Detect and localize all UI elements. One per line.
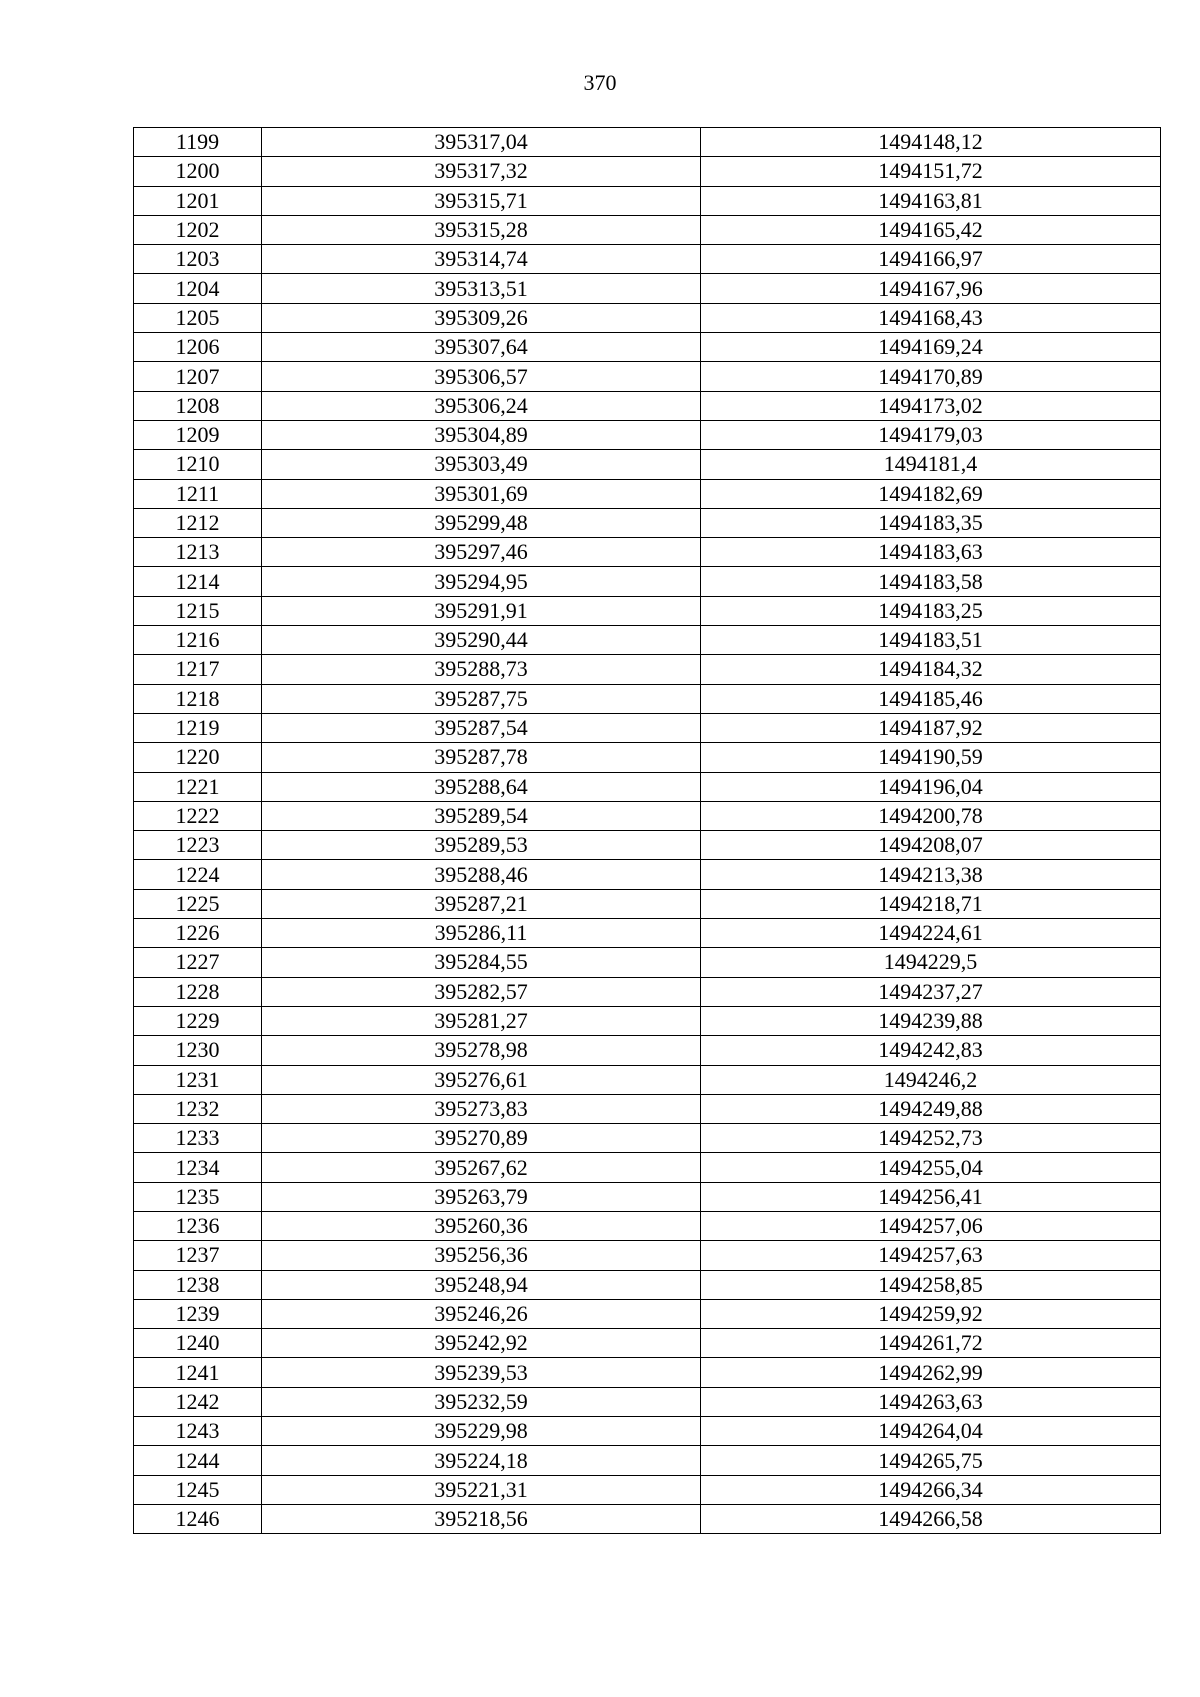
table-row bbox=[134, 743, 1161, 772]
x-coordinate-cell: 395260,36 bbox=[262, 1211, 701, 1240]
x-coordinate-cell: 395286,11 bbox=[262, 919, 701, 948]
point-number-cell: 1221 bbox=[134, 772, 262, 801]
y-coordinate-cell: 1494261,72 bbox=[701, 1329, 1161, 1358]
y-coordinate-cell: 1494224,61 bbox=[701, 919, 1161, 948]
x-coordinate-cell: 395291,91 bbox=[262, 596, 701, 625]
table-row bbox=[134, 1065, 1161, 1094]
table-row bbox=[134, 362, 1161, 391]
y-coordinate-cell: 1494266,58 bbox=[701, 1504, 1161, 1533]
y-coordinate-cell: 1494239,88 bbox=[701, 1006, 1161, 1035]
y-coordinate-cell: 1494187,92 bbox=[701, 713, 1161, 742]
table-row bbox=[134, 919, 1161, 948]
x-coordinate-cell: 395287,78 bbox=[262, 743, 701, 772]
point-number-cell: 1239 bbox=[134, 1299, 262, 1328]
table-row bbox=[134, 333, 1161, 362]
table-row bbox=[134, 538, 1161, 567]
y-coordinate-cell: 1494165,42 bbox=[701, 215, 1161, 244]
table-row bbox=[134, 948, 1161, 977]
x-coordinate-cell: 395317,32 bbox=[262, 157, 701, 186]
y-coordinate-cell: 1494148,12 bbox=[701, 128, 1161, 157]
y-coordinate-cell: 1494262,99 bbox=[701, 1358, 1161, 1387]
table-row bbox=[134, 508, 1161, 537]
point-number-cell: 1201 bbox=[134, 186, 262, 215]
y-coordinate-cell: 1494173,02 bbox=[701, 391, 1161, 420]
x-coordinate-cell: 395297,46 bbox=[262, 538, 701, 567]
x-coordinate-cell: 395289,53 bbox=[262, 831, 701, 860]
point-number-cell: 1227 bbox=[134, 948, 262, 977]
table-row bbox=[134, 1211, 1161, 1240]
y-coordinate-cell: 1494264,04 bbox=[701, 1417, 1161, 1446]
table-row bbox=[134, 1358, 1161, 1387]
x-coordinate-cell: 395229,98 bbox=[262, 1417, 701, 1446]
x-coordinate-cell: 395317,04 bbox=[262, 128, 701, 157]
point-number-cell: 1228 bbox=[134, 977, 262, 1006]
table-row bbox=[134, 1241, 1161, 1270]
table-row bbox=[134, 1036, 1161, 1065]
coordinates-table bbox=[133, 127, 1161, 1534]
x-coordinate-cell: 395267,62 bbox=[262, 1153, 701, 1182]
x-coordinate-cell: 395288,46 bbox=[262, 860, 701, 889]
table-row bbox=[134, 1475, 1161, 1504]
point-number-cell: 1231 bbox=[134, 1065, 262, 1094]
table-row bbox=[134, 596, 1161, 625]
table-row bbox=[134, 1329, 1161, 1358]
x-coordinate-cell: 395303,49 bbox=[262, 450, 701, 479]
x-coordinate-cell: 395287,75 bbox=[262, 684, 701, 713]
table-row bbox=[134, 831, 1161, 860]
y-coordinate-cell: 1494181,4 bbox=[701, 450, 1161, 479]
x-coordinate-cell: 395301,69 bbox=[262, 479, 701, 508]
x-coordinate-cell: 395248,94 bbox=[262, 1270, 701, 1299]
y-coordinate-cell: 1494200,78 bbox=[701, 801, 1161, 830]
table-row bbox=[134, 626, 1161, 655]
y-coordinate-cell: 1494196,04 bbox=[701, 772, 1161, 801]
point-number-cell: 1206 bbox=[134, 333, 262, 362]
point-number-cell: 1233 bbox=[134, 1124, 262, 1153]
point-number-cell: 1202 bbox=[134, 215, 262, 244]
x-coordinate-cell: 395315,71 bbox=[262, 186, 701, 215]
point-number-cell: 1246 bbox=[134, 1504, 262, 1533]
point-number-cell: 1208 bbox=[134, 391, 262, 420]
y-coordinate-cell: 1494183,25 bbox=[701, 596, 1161, 625]
y-coordinate-cell: 1494166,97 bbox=[701, 245, 1161, 274]
y-coordinate-cell: 1494259,92 bbox=[701, 1299, 1161, 1328]
table-row bbox=[134, 303, 1161, 332]
point-number-cell: 1205 bbox=[134, 303, 262, 332]
point-number-cell: 1212 bbox=[134, 508, 262, 537]
table-row bbox=[134, 274, 1161, 303]
x-coordinate-cell: 395276,61 bbox=[262, 1065, 701, 1094]
x-coordinate-cell: 395242,92 bbox=[262, 1329, 701, 1358]
x-coordinate-cell: 395294,95 bbox=[262, 567, 701, 596]
point-number-cell: 1200 bbox=[134, 157, 262, 186]
y-coordinate-cell: 1494183,51 bbox=[701, 626, 1161, 655]
x-coordinate-cell: 395306,57 bbox=[262, 362, 701, 391]
table-row bbox=[134, 772, 1161, 801]
point-number-cell: 1216 bbox=[134, 626, 262, 655]
point-number-cell: 1211 bbox=[134, 479, 262, 508]
x-coordinate-cell: 395273,83 bbox=[262, 1094, 701, 1123]
page-number: 370 bbox=[583, 70, 617, 95]
point-number-cell: 1236 bbox=[134, 1211, 262, 1240]
point-number-cell: 1225 bbox=[134, 889, 262, 918]
y-coordinate-cell: 1494185,46 bbox=[701, 684, 1161, 713]
y-coordinate-cell: 1494218,71 bbox=[701, 889, 1161, 918]
y-coordinate-cell: 1494168,43 bbox=[701, 303, 1161, 332]
point-number-cell: 1220 bbox=[134, 743, 262, 772]
table-row bbox=[134, 860, 1161, 889]
point-number-cell: 1226 bbox=[134, 919, 262, 948]
table-row bbox=[134, 1299, 1161, 1328]
table-row bbox=[134, 684, 1161, 713]
point-number-cell: 1203 bbox=[134, 245, 262, 274]
point-number-cell: 1199 bbox=[134, 128, 262, 157]
table-row bbox=[134, 1182, 1161, 1211]
table-row bbox=[134, 479, 1161, 508]
x-coordinate-cell: 395246,26 bbox=[262, 1299, 701, 1328]
table-row bbox=[134, 889, 1161, 918]
point-number-cell: 1244 bbox=[134, 1446, 262, 1475]
x-coordinate-cell: 395232,59 bbox=[262, 1387, 701, 1416]
table-body bbox=[134, 128, 1161, 1534]
table-row bbox=[134, 186, 1161, 215]
y-coordinate-cell: 1494183,58 bbox=[701, 567, 1161, 596]
point-number-cell: 1218 bbox=[134, 684, 262, 713]
x-coordinate-cell: 395299,48 bbox=[262, 508, 701, 537]
y-coordinate-cell: 1494167,96 bbox=[701, 274, 1161, 303]
point-number-cell: 1224 bbox=[134, 860, 262, 889]
point-number-cell: 1238 bbox=[134, 1270, 262, 1299]
y-coordinate-cell: 1494242,83 bbox=[701, 1036, 1161, 1065]
x-coordinate-cell: 395218,56 bbox=[262, 1504, 701, 1533]
x-coordinate-cell: 395309,26 bbox=[262, 303, 701, 332]
y-coordinate-cell: 1494257,06 bbox=[701, 1211, 1161, 1240]
point-number-cell: 1217 bbox=[134, 655, 262, 684]
x-coordinate-cell: 395315,28 bbox=[262, 215, 701, 244]
point-number-cell: 1241 bbox=[134, 1358, 262, 1387]
point-number-cell: 1234 bbox=[134, 1153, 262, 1182]
table-row bbox=[134, 128, 1161, 157]
x-coordinate-cell: 395263,79 bbox=[262, 1182, 701, 1211]
table-row bbox=[134, 1124, 1161, 1153]
point-number-cell: 1210 bbox=[134, 450, 262, 479]
x-coordinate-cell: 395314,74 bbox=[262, 245, 701, 274]
point-number-cell: 1240 bbox=[134, 1329, 262, 1358]
y-coordinate-cell: 1494183,35 bbox=[701, 508, 1161, 537]
table-row bbox=[134, 567, 1161, 596]
x-coordinate-cell: 395313,51 bbox=[262, 274, 701, 303]
table-row bbox=[134, 713, 1161, 742]
point-number-cell: 1237 bbox=[134, 1241, 262, 1270]
table-row bbox=[134, 1504, 1161, 1533]
y-coordinate-cell: 1494265,75 bbox=[701, 1446, 1161, 1475]
y-coordinate-cell: 1494246,2 bbox=[701, 1065, 1161, 1094]
y-coordinate-cell: 1494182,69 bbox=[701, 479, 1161, 508]
point-number-cell: 1209 bbox=[134, 420, 262, 449]
table-row bbox=[134, 215, 1161, 244]
x-coordinate-cell: 395282,57 bbox=[262, 977, 701, 1006]
x-coordinate-cell: 395239,53 bbox=[262, 1358, 701, 1387]
point-number-cell: 1213 bbox=[134, 538, 262, 567]
point-number-cell: 1223 bbox=[134, 831, 262, 860]
point-number-cell: 1214 bbox=[134, 567, 262, 596]
y-coordinate-cell: 1494258,85 bbox=[701, 1270, 1161, 1299]
x-coordinate-cell: 395224,18 bbox=[262, 1446, 701, 1475]
point-number-cell: 1232 bbox=[134, 1094, 262, 1123]
table-row bbox=[134, 1006, 1161, 1035]
x-coordinate-cell: 395281,27 bbox=[262, 1006, 701, 1035]
y-coordinate-cell: 1494151,72 bbox=[701, 157, 1161, 186]
y-coordinate-cell: 1494237,27 bbox=[701, 977, 1161, 1006]
table-row bbox=[134, 1153, 1161, 1182]
table-row bbox=[134, 1094, 1161, 1123]
table-row bbox=[134, 1446, 1161, 1475]
point-number-cell: 1235 bbox=[134, 1182, 262, 1211]
y-coordinate-cell: 1494179,03 bbox=[701, 420, 1161, 449]
y-coordinate-cell: 1494170,89 bbox=[701, 362, 1161, 391]
y-coordinate-cell: 1494255,04 bbox=[701, 1153, 1161, 1182]
table-row bbox=[134, 245, 1161, 274]
point-number-cell: 1229 bbox=[134, 1006, 262, 1035]
x-coordinate-cell: 395278,98 bbox=[262, 1036, 701, 1065]
x-coordinate-cell: 395270,89 bbox=[262, 1124, 701, 1153]
x-coordinate-cell: 395289,54 bbox=[262, 801, 701, 830]
point-number-cell: 1207 bbox=[134, 362, 262, 391]
x-coordinate-cell: 395290,44 bbox=[262, 626, 701, 655]
table-row bbox=[134, 1417, 1161, 1446]
y-coordinate-cell: 1494263,63 bbox=[701, 1387, 1161, 1416]
table-row bbox=[134, 801, 1161, 830]
y-coordinate-cell: 1494208,07 bbox=[701, 831, 1161, 860]
point-number-cell: 1222 bbox=[134, 801, 262, 830]
point-number-cell: 1242 bbox=[134, 1387, 262, 1416]
x-coordinate-cell: 395287,54 bbox=[262, 713, 701, 742]
table-row bbox=[134, 1270, 1161, 1299]
table-row bbox=[134, 420, 1161, 449]
table-row bbox=[134, 391, 1161, 420]
table-row bbox=[134, 977, 1161, 1006]
x-coordinate-cell: 395284,55 bbox=[262, 948, 701, 977]
y-coordinate-cell: 1494249,88 bbox=[701, 1094, 1161, 1123]
y-coordinate-cell: 1494252,73 bbox=[701, 1124, 1161, 1153]
x-coordinate-cell: 395288,64 bbox=[262, 772, 701, 801]
point-number-cell: 1245 bbox=[134, 1475, 262, 1504]
table-row bbox=[134, 450, 1161, 479]
table-row bbox=[134, 655, 1161, 684]
y-coordinate-cell: 1494169,24 bbox=[701, 333, 1161, 362]
point-number-cell: 1219 bbox=[134, 713, 262, 742]
point-number-cell: 1204 bbox=[134, 274, 262, 303]
x-coordinate-cell: 395304,89 bbox=[262, 420, 701, 449]
x-coordinate-cell: 395306,24 bbox=[262, 391, 701, 420]
x-coordinate-cell: 395221,31 bbox=[262, 1475, 701, 1504]
y-coordinate-cell: 1494229,5 bbox=[701, 948, 1161, 977]
y-coordinate-cell: 1494183,63 bbox=[701, 538, 1161, 567]
x-coordinate-cell: 395287,21 bbox=[262, 889, 701, 918]
point-number-cell: 1230 bbox=[134, 1036, 262, 1065]
table-row bbox=[134, 1387, 1161, 1416]
x-coordinate-cell: 395288,73 bbox=[262, 655, 701, 684]
y-coordinate-cell: 1494184,32 bbox=[701, 655, 1161, 684]
point-number-cell: 1243 bbox=[134, 1417, 262, 1446]
y-coordinate-cell: 1494163,81 bbox=[701, 186, 1161, 215]
y-coordinate-cell: 1494257,63 bbox=[701, 1241, 1161, 1270]
table-row bbox=[134, 157, 1161, 186]
y-coordinate-cell: 1494266,34 bbox=[701, 1475, 1161, 1504]
x-coordinate-cell: 395256,36 bbox=[262, 1241, 701, 1270]
point-number-cell: 1215 bbox=[134, 596, 262, 625]
y-coordinate-cell: 1494256,41 bbox=[701, 1182, 1161, 1211]
y-coordinate-cell: 1494213,38 bbox=[701, 860, 1161, 889]
y-coordinate-cell: 1494190,59 bbox=[701, 743, 1161, 772]
x-coordinate-cell: 395307,64 bbox=[262, 333, 701, 362]
